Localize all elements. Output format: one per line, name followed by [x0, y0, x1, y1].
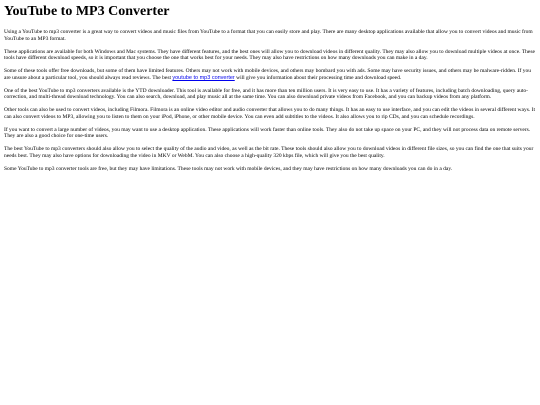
paragraph-limitations: Some YouTube to mp3 converter tools are free, but they may have limitations. These tools may not work with mobile devices, and they may have restrictions on how many downloads you can do in a day. [4, 166, 453, 173]
paragraph-quality-options: The best YouTube to mp3 converters should also allow you to select the quality of the audio and video, as well as the bit rate. These tools should also allow you to download videos in different file sizes, so you can find the one that suits your needs best. They may also have options for downloading the video in MKV or WebM. You can also choose a high-quality 320 kbps file, which will give you the best quality. [4, 146, 534, 160]
paragraph-free-tools-text-before: Some of these tools offer free downloads, but some of them have limited features. Others may not work with mobile devices, and others may bombard you with ads. Some may have security issues, and others may be malware-ridden. If you are unsure about a particular tool, you should always read reviews. The best [4, 68, 532, 81]
paragraph-intro: Using a YouTube to mp3 converter is a great way to convert videos and music files from YouTube to a format that you can easily store and play. There are many desktop applications available that allow you to convert videos and music from YouTube to an MP3 format. [4, 29, 533, 42]
article-page [0, 0, 540, 173]
paragraph-ytd-downloader: One of the best YouTube to mp3 converters available is the YTD downloader. This tool is available for free, and it has more than ten million users. It is very easy to use. It has a variety of features, including batch downloading, query auto-correction, and multi-thread download technology. You can also search, download, and play music all at the same time. You can also download private videos from Facebook, and you can backup videos from any platform. [4, 87, 529, 101]
paragraph-free-tools [4, 68, 536, 81]
paragraph-filmora: Other tools can also be used to convert videos, including Filmora. Filmora is an online video editor and audio converter that allows you to do many things. It has an easy to use interface, and you can edit the videos in several different ways. It can also convert videos to MP3, allowing you to listen to them on your iPod, iPhone, or other mobile device. You can even add subtitles to the videos. It also allows you to rip CDs, and you can schedule recordings. [4, 107, 535, 120]
paragraph-free-tools-text-after: will give you information about their processing time and download speed. [234, 74, 402, 81]
page-title: YouTube to MP3 Converter [4, 4, 170, 19]
paragraph-platforms: These applications are available for both Windows and Mac systems. They have different features, and the best ones will allow you to download videos in different quality. They may also allow you to download multiple videos at once. These tools have different download speeds, so it is important that you choose the one that works best for your needs. They may also have restrictions on how many downloads you can make in a day. [4, 48, 535, 62]
paragraph-desktop-apps: If you want to convert a large number of videos, you may want to use a desktop application. These applications will work faster than online tools. They also do not take up space on your PC, and they will not process data on remote servers. They are also a good choice for one-time users. [4, 126, 531, 140]
youtube-to-mp3-converter-link[interactable]: youtube to mp3 converter [172, 74, 235, 81]
